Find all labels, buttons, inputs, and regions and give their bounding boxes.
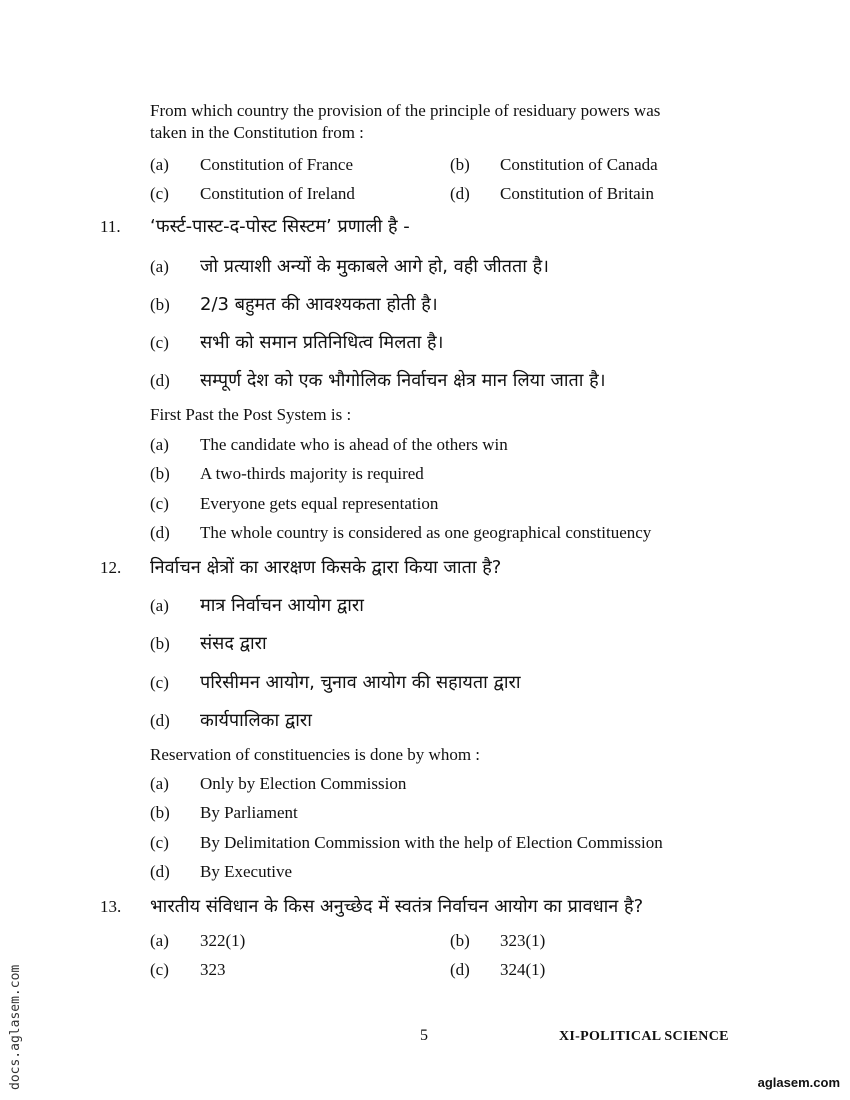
q12-en-option-c-label: (c) bbox=[150, 833, 169, 852]
q12-hi-option-b-label: (b) bbox=[150, 634, 170, 653]
q12-en-option-a-text: Only by Election Commission bbox=[200, 774, 407, 793]
q12-hi-option-c-label: (c) bbox=[150, 673, 169, 692]
q13-option-a-text: 322(1) bbox=[200, 931, 246, 950]
q13-number: 13. bbox=[100, 897, 122, 916]
q12-hi-option-b-text: संसद द्वारा bbox=[200, 633, 267, 654]
q13-option-c-label: (c) bbox=[150, 960, 169, 979]
q11-en-option-d-text: The whole country is considered as one geographical constituency bbox=[200, 523, 652, 542]
side-watermark: docs.aglasem.com bbox=[8, 964, 23, 1090]
q11-en-option-a-label: (a) bbox=[150, 435, 169, 454]
q13-stem-hindi: भारतीय संविधान के किस अनुच्छेद में स्वतंत्र निर्वाचन आयोग का प्रावधान है? bbox=[150, 896, 644, 917]
q12-en-option-c-text: By Delimitation Commission with the help of Election Commission bbox=[200, 833, 663, 852]
q11-hi-option-c-text: सभी को समान प्रतिनिधित्व मिलता है। bbox=[200, 332, 444, 353]
q11-hi-option-c-label: (c) bbox=[150, 333, 169, 352]
q11-number: 11. bbox=[100, 217, 121, 236]
q11-en-option-d-label: (d) bbox=[150, 523, 170, 542]
q13-option-d-label: (d) bbox=[450, 960, 470, 979]
q10-option-b-label: (b) bbox=[450, 155, 470, 174]
q11-hi-option-b-text: 2/3 बहुमत की आवश्यकता होती है। bbox=[200, 294, 438, 315]
q10-option-d-label: (d) bbox=[450, 184, 470, 203]
q12-en-option-d-text: By Executive bbox=[200, 862, 293, 881]
page-number: 5 bbox=[420, 1027, 428, 1044]
q11-en-option-a-text: The candidate who is ahead of the others win bbox=[200, 435, 508, 454]
q11-stem-hindi: ‘फर्स्ट-पास्ट-द-पोस्ट सिस्टम’ प्रणाली है - bbox=[150, 216, 410, 237]
q10-option-c-text: Constitution of Ireland bbox=[200, 184, 355, 203]
q13-option-d-text: 324(1) bbox=[500, 960, 546, 979]
q12-hi-option-a-text: मात्र निर्वाचन आयोग द्वारा bbox=[200, 595, 364, 616]
q11-stem-english: First Past the Post System is : bbox=[150, 405, 352, 424]
q13-option-b-label: (b) bbox=[450, 931, 470, 950]
q11-en-option-b-text: A two-thirds majority is required bbox=[200, 464, 424, 483]
q10-option-c-label: (c) bbox=[150, 184, 169, 203]
q10-stem-line-2: taken in the Constitution from : bbox=[150, 123, 364, 142]
q11-en-option-c-text: Everyone gets equal representation bbox=[200, 494, 439, 513]
q12-hi-option-c-text: परिसीमन आयोग, चुनाव आयोग की सहायता द्वारा bbox=[200, 672, 521, 693]
corner-watermark: aglasem.com bbox=[757, 1075, 840, 1090]
q10-option-a-text: Constitution of France bbox=[200, 155, 353, 174]
q11-en-option-b-label: (b) bbox=[150, 464, 170, 483]
q10-option-b-text: Constitution of Canada bbox=[500, 155, 658, 174]
q11-hi-option-a-text: जो प्रत्याशी अन्यों के मुकाबले आगे हो, वही जीतता है। bbox=[200, 256, 549, 277]
q13-option-c-text: 323 bbox=[200, 960, 226, 979]
q10-option-d-text: Constitution of Britain bbox=[500, 184, 654, 203]
q12-hi-option-a-label: (a) bbox=[150, 596, 169, 615]
q12-en-option-a-label: (a) bbox=[150, 774, 169, 793]
q12-en-option-b-label: (b) bbox=[150, 803, 170, 822]
q10-option-a-label: (a) bbox=[150, 155, 169, 174]
q11-hi-option-b-label: (b) bbox=[150, 295, 170, 314]
q12-stem-hindi: निर्वाचन क्षेत्रों का आरक्षण किसके द्वारा किया जाता है? bbox=[150, 557, 502, 578]
q12-en-option-b-text: By Parliament bbox=[200, 803, 298, 822]
footer-subject: XI-POLITICAL SCIENCE bbox=[559, 1029, 729, 1044]
q13-option-b-text: 323(1) bbox=[500, 931, 546, 950]
q11-hi-option-d-label: (d) bbox=[150, 371, 170, 390]
q11-en-option-c-label: (c) bbox=[150, 494, 169, 513]
q11-hi-option-d-text: सम्पूर्ण देश को एक भौगोलिक निर्वाचन क्षेत्र मान लिया जाता है। bbox=[200, 370, 606, 391]
q12-en-option-d-label: (d) bbox=[150, 862, 170, 881]
q12-hi-option-d-label: (d) bbox=[150, 711, 170, 730]
q12-stem-english: Reservation of constituencies is done by whom : bbox=[150, 745, 481, 764]
q12-number: 12. bbox=[100, 558, 122, 577]
q12-hi-option-d-text: कार्यपालिका द्वारा bbox=[200, 710, 312, 731]
q13-option-a-label: (a) bbox=[150, 931, 169, 950]
q11-hi-option-a-label: (a) bbox=[150, 257, 169, 276]
q10-stem-line-1: From which country the provision of the principle of residuary powers was bbox=[150, 101, 661, 120]
